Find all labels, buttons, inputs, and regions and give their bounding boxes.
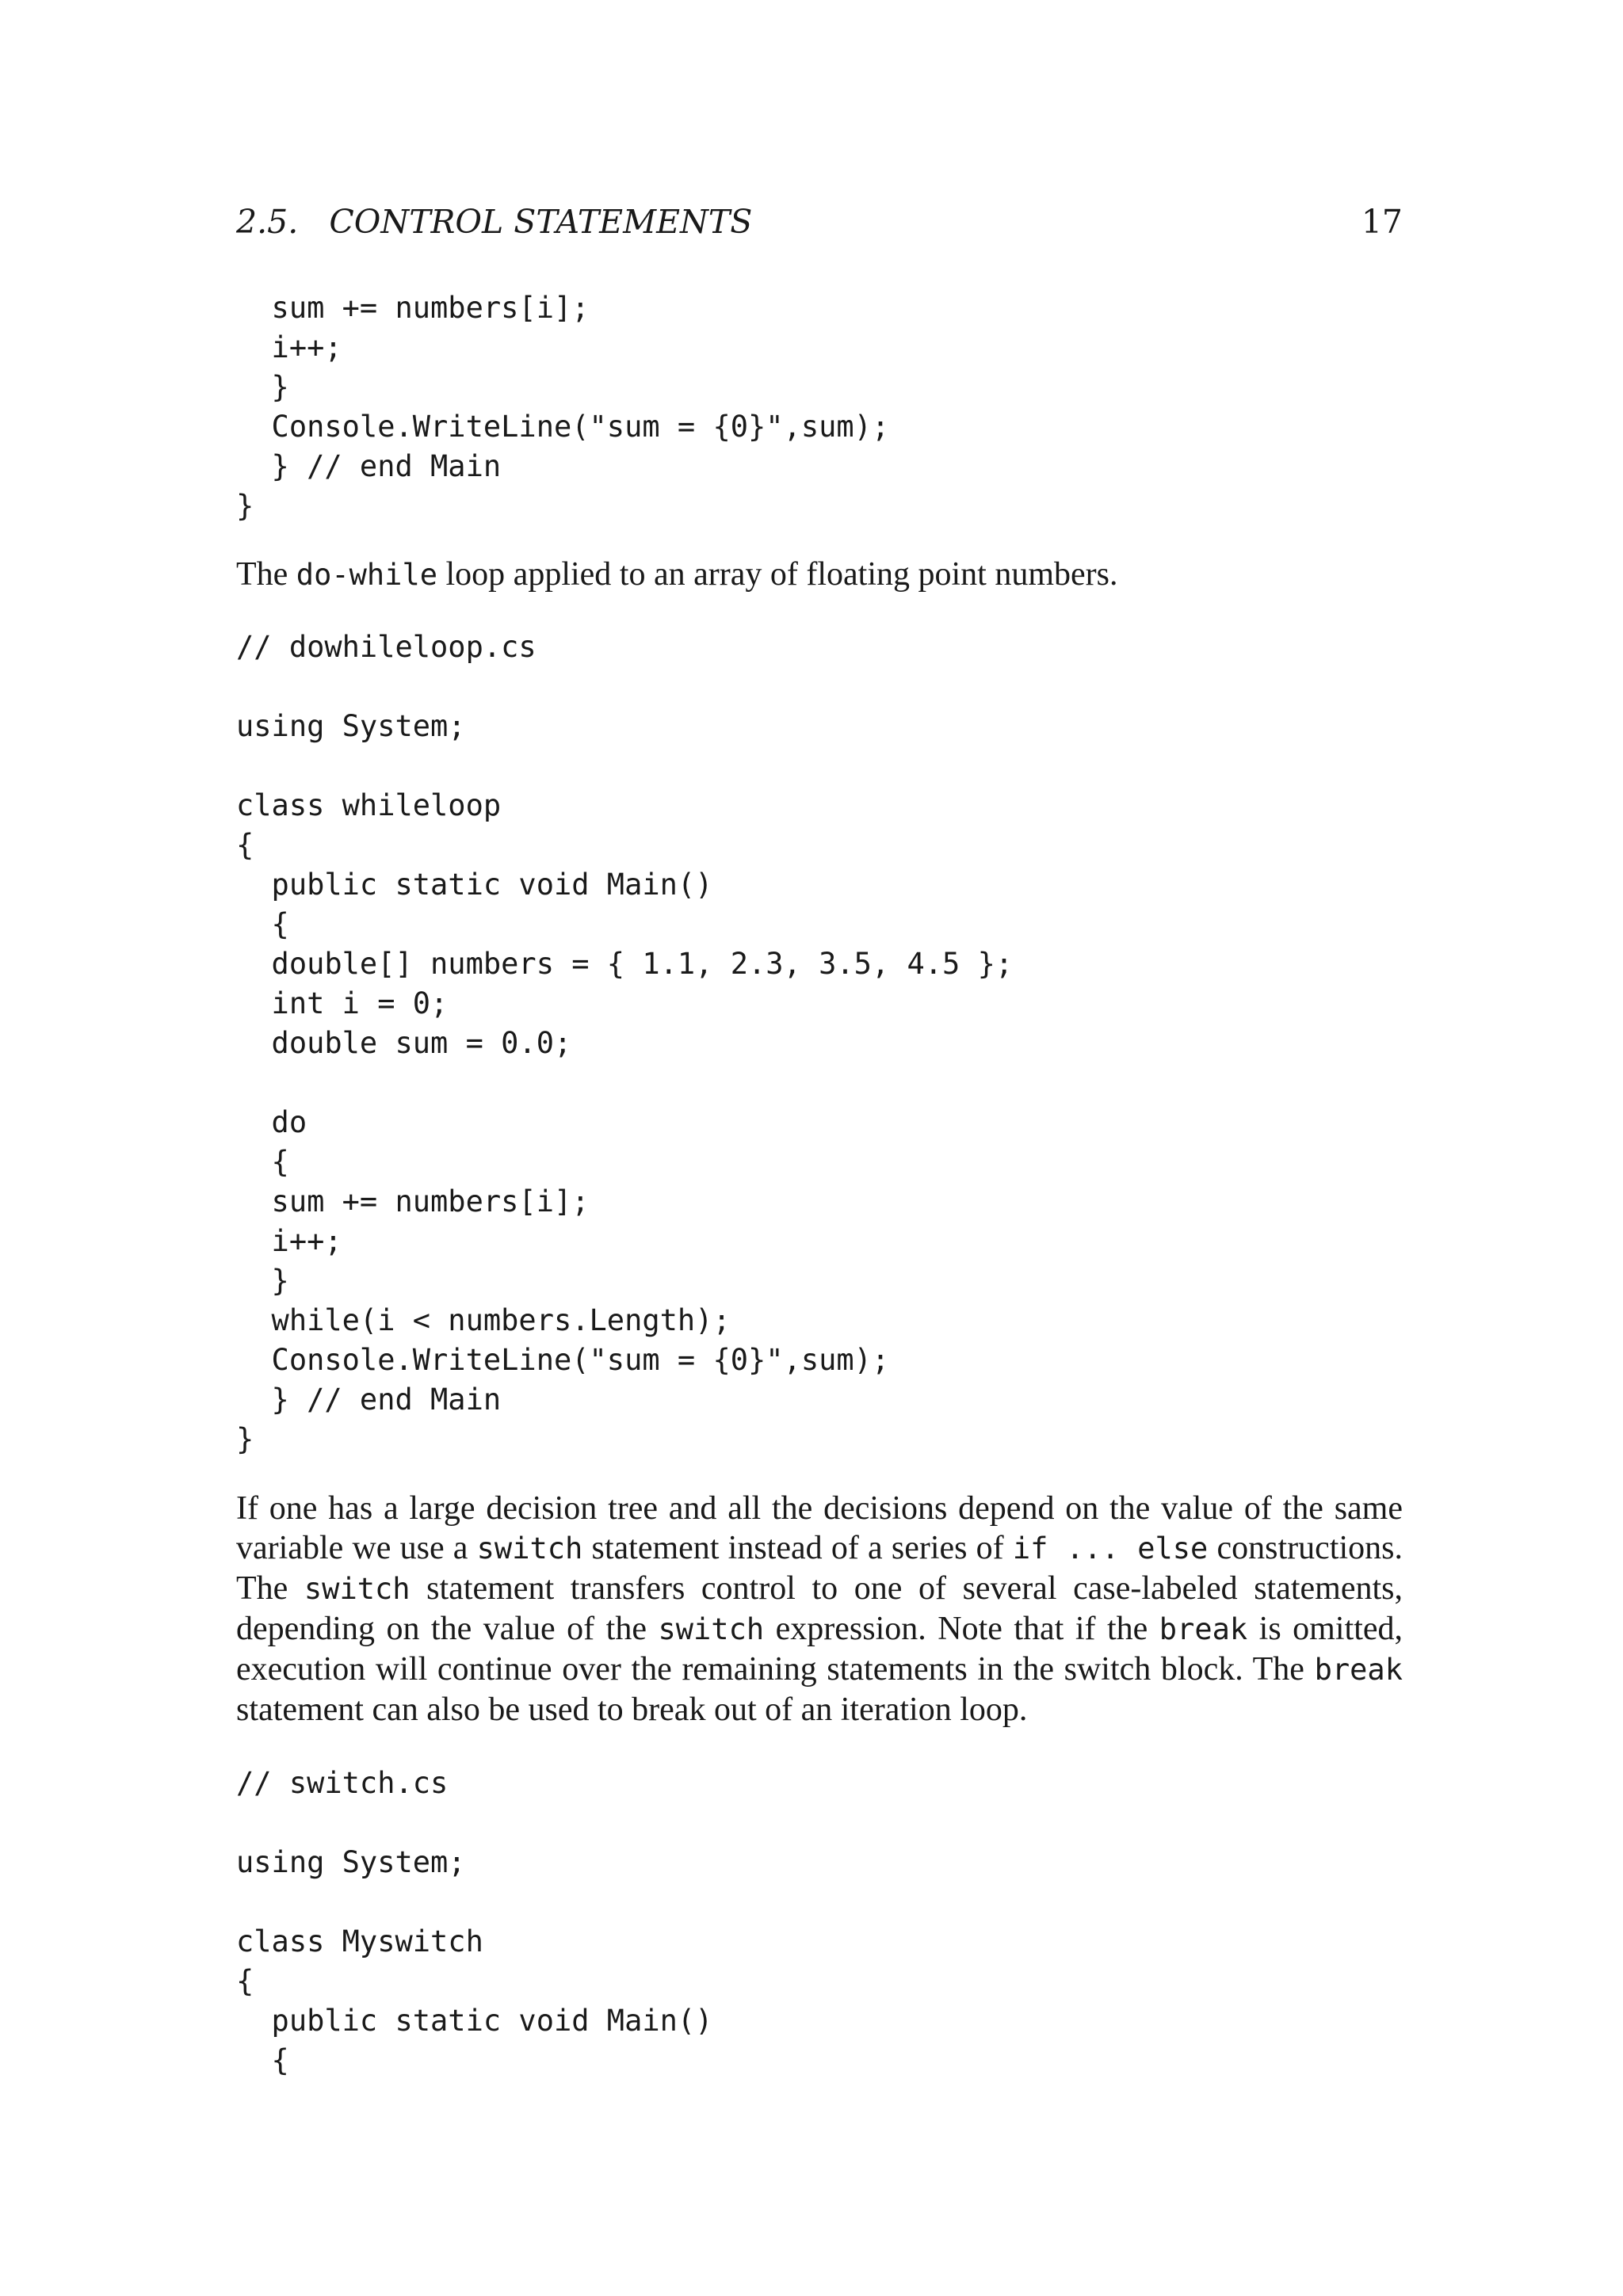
inline-code: break — [1314, 1653, 1403, 1687]
inline-code: switch — [476, 1531, 583, 1566]
code-line: Console.WriteLine("sum = {0}",sum); — [236, 410, 890, 444]
paragraph-text: statement instead of a series of — [582, 1530, 1013, 1566]
code-line: } — [236, 370, 289, 404]
code-block-dowhileloop — [236, 627, 1013, 1459]
code-line: public static void Main() — [236, 2004, 713, 2038]
code-line — [236, 1803, 712, 1843]
code-line — [236, 1882, 712, 1922]
code-line: } // end Main — [236, 449, 502, 483]
paragraph-text: is omitted, execution will continue over the remaining statements in the switch block. The — [236, 1611, 1403, 1688]
code-line: class whileloop — [236, 788, 502, 822]
code-line: public static void Main() — [236, 868, 713, 902]
code-line: sum += numbers[i]; — [236, 291, 590, 325]
code-line: i++; — [236, 330, 342, 364]
code-line: // dowhileloop.cs — [236, 630, 537, 664]
code-line: Console.WriteLine("sum = {0}",sum); — [236, 1343, 890, 1377]
code-line: sum += numbers[i]; — [236, 1184, 590, 1219]
code-line: { — [236, 1145, 289, 1179]
code-line: // switch.cs — [236, 1766, 449, 1800]
inline-code: switch — [658, 1612, 765, 1646]
code-line — [236, 746, 1013, 786]
section-title: 2.5. CONTROL STATEMENTS — [236, 203, 753, 241]
code-line: { — [236, 1964, 254, 1998]
inline-code: switch — [304, 1572, 411, 1606]
code-line: class Myswitch — [236, 1924, 483, 1958]
code-line: using System; — [236, 1845, 466, 1879]
paragraph-switch-explanation — [236, 1489, 1403, 1730]
paragraph-text: constructions. The — [236, 1530, 1403, 1607]
code-line: using System; — [236, 709, 466, 743]
paragraph-text: statement can also be used to break out of an iteration loop. — [236, 1691, 1028, 1728]
code-line: double sum = 0.0; — [236, 1026, 572, 1060]
code-line: } // end Main — [236, 1383, 502, 1417]
paragraph-text: The — [236, 556, 296, 593]
code-line: while(i < numbers.Length); — [236, 1303, 731, 1337]
code-line: } — [236, 1422, 254, 1456]
code-line — [236, 1063, 1013, 1103]
paragraph-text: loop applied to an array of floating point numbers. — [437, 556, 1118, 593]
code-block-while-tail — [236, 288, 889, 526]
code-line: do — [236, 1105, 307, 1139]
code-line: { — [236, 828, 254, 862]
code-line: double[] numbers = { 1.1, 2.3, 3.5, 4.5 }; — [236, 947, 1014, 981]
paragraph-text: statement transfers control to one of several case-labeled statements, depending on the value of the — [236, 1570, 1403, 1647]
running-header — [236, 198, 1403, 246]
inline-code: do-while — [296, 558, 438, 592]
code-line: } — [236, 1264, 289, 1298]
page-number: 17 — [1361, 203, 1403, 241]
paragraph-text: If one has a large decision tree and all the decisions depend on the value of the same variable we use a — [236, 1490, 1403, 1566]
code-block-switch — [236, 1764, 712, 2081]
inline-code: break — [1159, 1612, 1248, 1646]
code-line: i++; — [236, 1224, 342, 1258]
paragraph-text: expression. Note that if the — [764, 1611, 1159, 1647]
code-line: { — [236, 907, 289, 941]
code-line: { — [236, 2043, 289, 2077]
paragraph-do-while-intro — [236, 555, 1403, 595]
code-line: int i = 0; — [236, 986, 449, 1020]
code-line — [236, 667, 1013, 707]
inline-code: if ... else — [1012, 1531, 1209, 1566]
code-line: } — [236, 489, 254, 523]
